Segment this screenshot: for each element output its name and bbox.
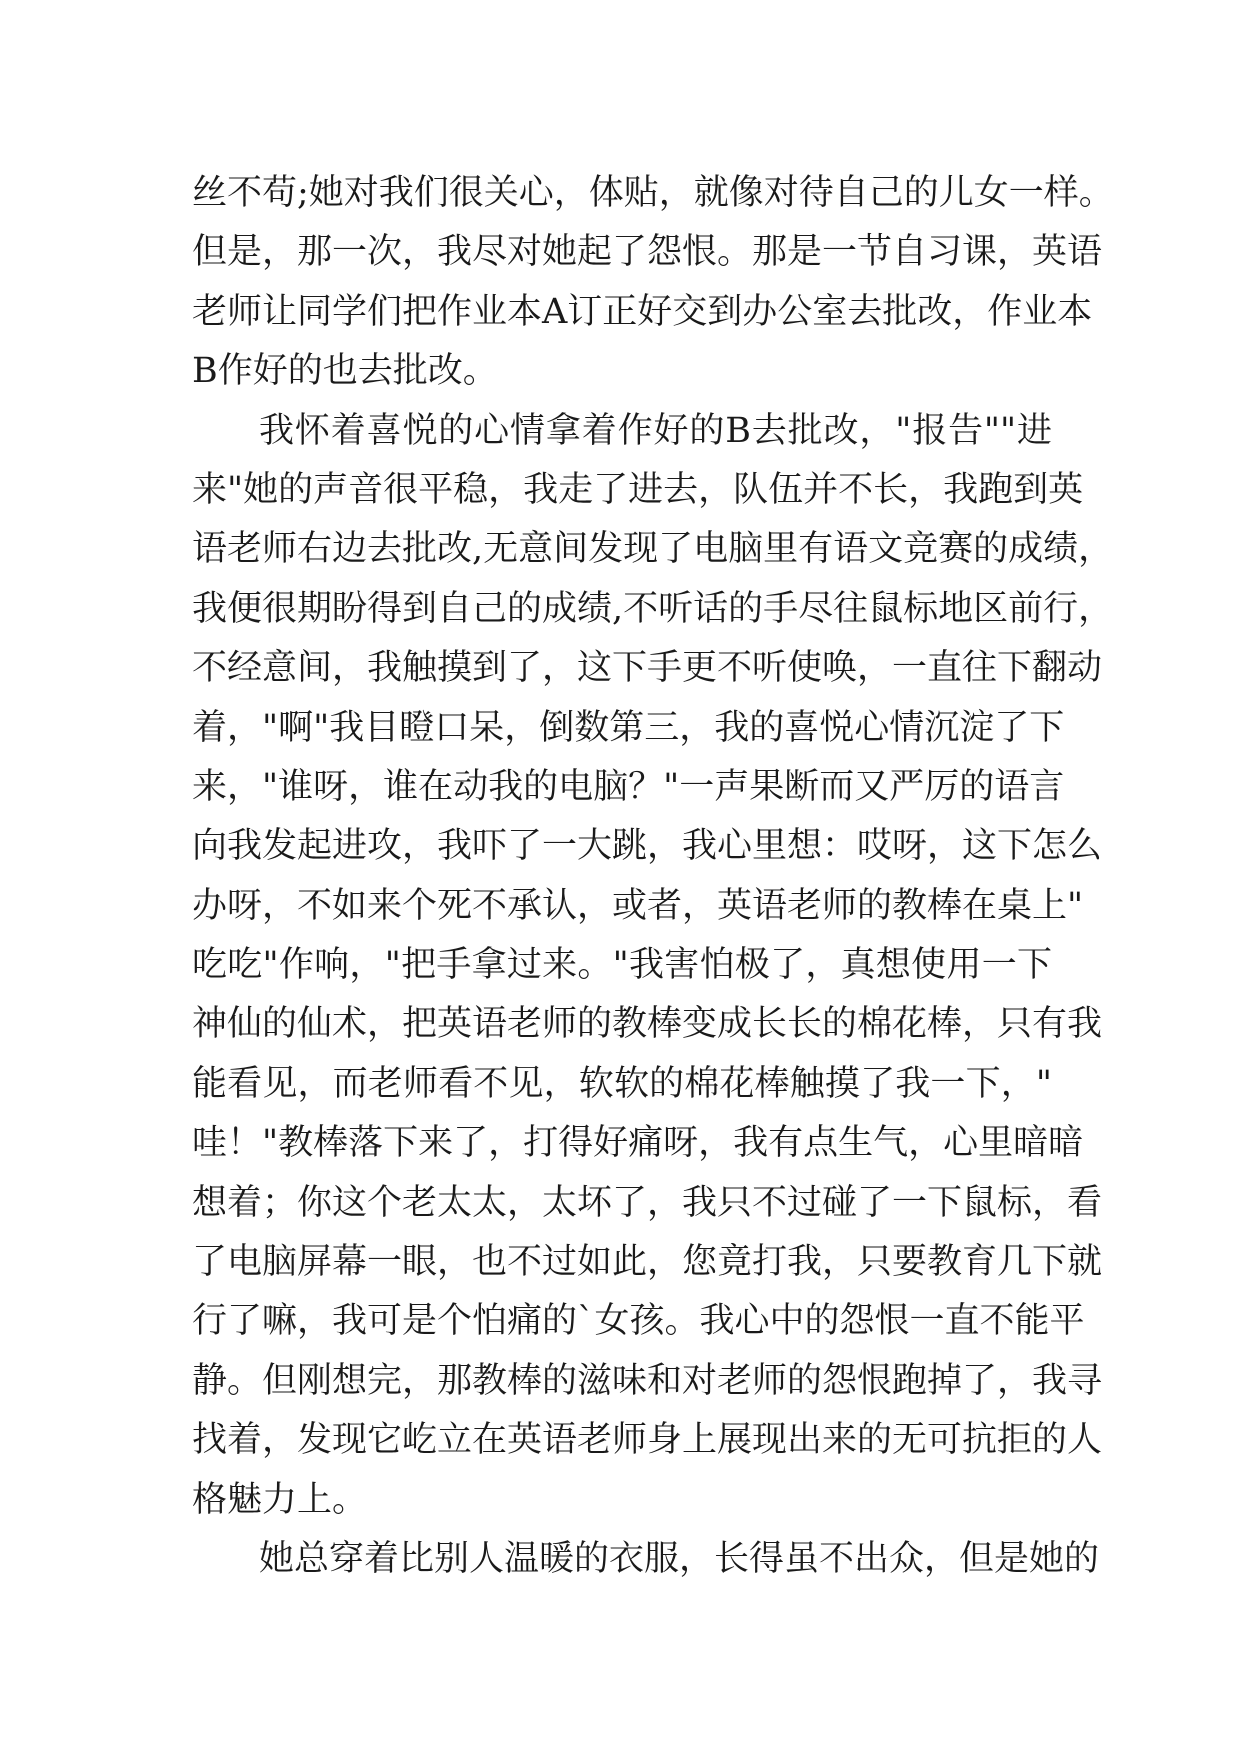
text-line: 老师让同学们把作业本A订正好交到办公室去批改，作业本 <box>192 291 1093 332</box>
text-line: 不经意间，我触摸到了，这下手更不听使唤，一直往下翻动 <box>192 648 1103 689</box>
body-text <box>192 164 1114 1589</box>
text-line: 但是，那一次，我尽对她起了怨恨。那是一节自习课，英语 <box>192 232 1103 273</box>
text-line: 她总穿着比别人温暖的衣服，长得虽不出众，但是她的 <box>259 1538 1100 1579</box>
text-line: 找着，发现它屹立在英语老师身上展现出来的无可抗拒的人 <box>192 1420 1103 1461</box>
text-line: 神仙的仙术，把英语老师的教棒变成长长的棉花棒，只有我 <box>192 1004 1103 1045</box>
text-line: 吃吃"作响，"把手拿过来。"我害怕极了，真想使用一下 <box>192 945 1052 986</box>
text-line: 了电脑屏幕一眼，也不过如此，您竟打我，只要教育几下就 <box>192 1242 1103 1283</box>
text-line: 来，"谁呀，谁在动我的电脑？"一声果断而又严厉的语言 <box>192 766 1065 807</box>
text-line: 想着；你这个老太太，太坏了，我只不过碰了一下鼠标，看 <box>192 1182 1103 1223</box>
text-line: 丝不苟;她对我们很关心，体贴，就像对待自己的儿女一样。 <box>192 173 1114 213</box>
text-line: 行了嘛，我可是个怕痛的`女孩。我心中的怨恨一直不能平 <box>192 1301 1085 1342</box>
text-line: 哇！"教棒落下来了，打得好痛呀，我有点生气，心里暗暗 <box>192 1123 1084 1164</box>
text-line: 着，"啊"我目瞪口呆，倒数第三，我的喜悦心情沉淀了下 <box>192 707 1065 748</box>
text-line: 能看见，而老师看不见，软软的棉花棒触摸了我一下，" <box>192 1063 1052 1104</box>
text-line: 静。但刚想完，那教棒的滋味和对老师的怨恨跑掉了，我寻 <box>192 1360 1103 1401</box>
text-line: 办呀，不如来个死不承认，或者，英语老师的教棒在桌上" <box>192 885 1084 926</box>
text-line: 向我发起进攻，我吓了一大跳，我心里想：哎呀，这下怎么 <box>192 826 1103 867</box>
text-line: 我怀着喜悦的心情拿着作好的B去批改，"报告""进 <box>259 410 1052 451</box>
text-line: 来"她的声音很平稳，我走了进去，队伍并不长，我跑到英 <box>192 469 1084 510</box>
text-line: 格魅力上。 <box>192 1479 368 1520</box>
text-line: B作好的也去批改。 <box>192 351 498 392</box>
text-line: 语老师右边去批改,无意间发现了电脑里有语文竞赛的成绩， <box>192 529 1114 570</box>
text-line: 我便很期盼得到自己的成绩,不听话的手尽往鼠标地区前行， <box>192 588 1114 629</box>
